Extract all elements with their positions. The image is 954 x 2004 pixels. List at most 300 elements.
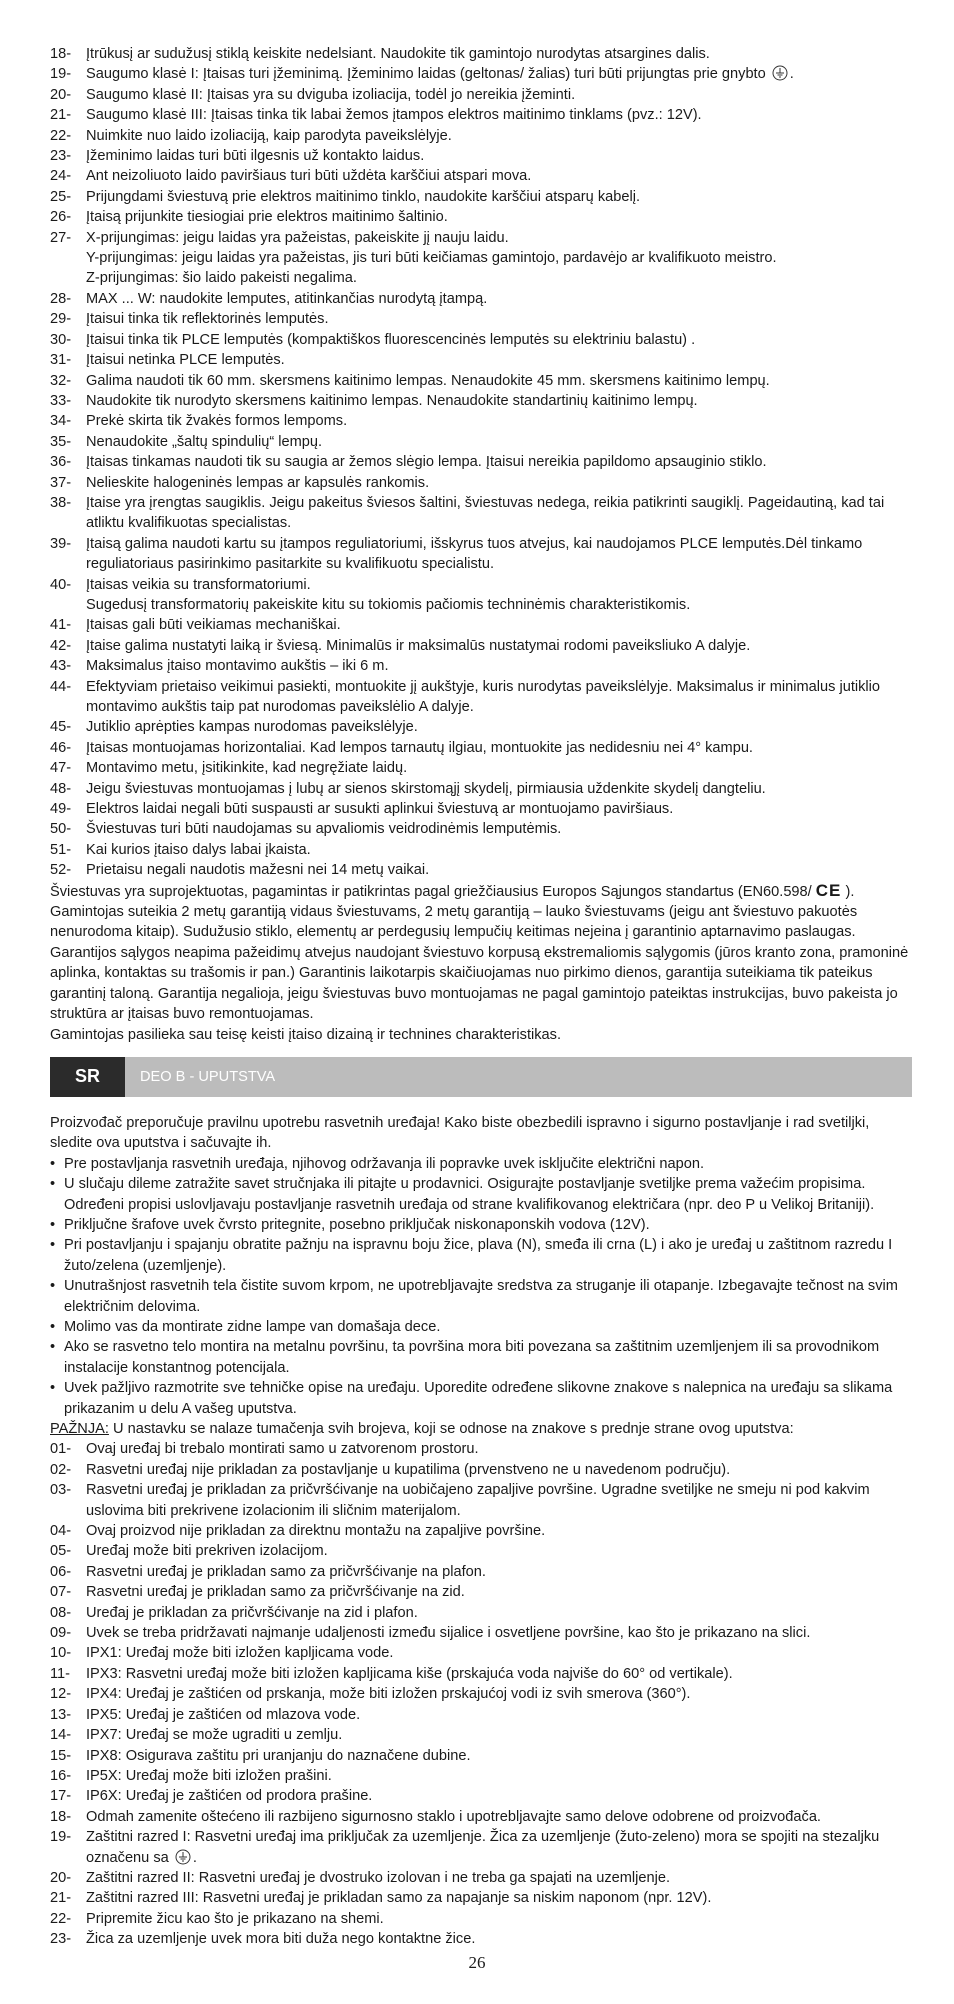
lt-instruction-list <box>50 44 912 881</box>
attention-label: PAŽNJA: <box>50 1421 109 1437</box>
item-text <box>86 1766 912 1786</box>
item-text <box>86 534 912 575</box>
item-number: 18- <box>50 46 72 62</box>
item-number: 20- <box>50 86 72 103</box>
item-number: 31- <box>50 352 72 369</box>
item-line: Zaštitni razred III: Rasvetni uređaj je prikladan samo za napajanje sa niskim naponom (npr. 12V). <box>86 1890 712 1907</box>
item-text <box>86 1643 912 1663</box>
bullet-text <box>64 1154 912 1174</box>
item-text <box>86 1684 912 1704</box>
lt-item <box>50 44 912 64</box>
item-line: Žica za uzemljenje uvek mora biti duža nego kontaktne žice. <box>86 1931 476 1948</box>
lt-item <box>50 717 912 737</box>
bullet-text <box>64 1215 912 1235</box>
item-line: Kai kurios įtaiso dalys labai įkaista. <box>86 841 311 858</box>
item-line: Zaštitni razred II: Rasvetni uređaj je dvostruko izolovan i ne treba ga spajati na uzemljenje. <box>86 1869 671 1886</box>
item-line: Ovaj uređaj bi trebalo montirati samo u zatvorenom prostoru. <box>86 1441 479 1458</box>
lt-warranty-text <box>50 902 912 1045</box>
sr-bullet-item <box>50 1317 912 1337</box>
lt-item <box>50 840 912 860</box>
sr-bullet-item <box>50 1235 912 1276</box>
item-number: 09- <box>50 1625 72 1642</box>
attention-text: U nastavku se nalaze tumačenja svih brojeva, koji se odnose na znakove s prednje strane ovog uputstva: <box>108 1421 794 1437</box>
item-number: 05- <box>50 1543 72 1560</box>
sr-item <box>50 1766 912 1786</box>
item-line: Naudokite tik nurodyto skersmens kaitinimo lempas. Nenaudokite standartinių kaitinimo lempų. <box>86 392 698 409</box>
bullet-text <box>64 1337 912 1378</box>
item-number: 38- <box>50 494 72 511</box>
section-header-band <box>50 1057 912 1097</box>
item-number: 21- <box>50 1890 72 1907</box>
bullet-dot-icon: • <box>50 1380 56 1397</box>
bullet-line: Pri postavljanju i spajanju obratite pažnju na ispravnu boju žice, plava (N), smeđa ili crna (L) i ako je uređaj u zaštitnom razredu I <box>64 1237 893 1254</box>
section-title: DEO B - UPUTSTVA <box>140 1068 276 1085</box>
item-text <box>86 717 912 737</box>
item-number: 44- <box>50 678 72 695</box>
ground-symbol-icon <box>772 65 788 81</box>
lt-item <box>50 228 912 289</box>
item-number: 33- <box>50 392 72 409</box>
item-number: 41- <box>50 617 72 634</box>
item-number: 10- <box>50 1645 72 1662</box>
item-number: 51- <box>50 841 72 858</box>
item-number: 19- <box>50 1829 72 1846</box>
item-number: 47- <box>50 760 72 777</box>
lt-item <box>50 146 912 166</box>
item-number: 40- <box>50 576 72 593</box>
lt-footer-line: Gamintojas pasilieka sau teisę keisti įtaiso dizainą ir technines charakteristikas. <box>50 1026 562 1043</box>
item-number: 19- <box>50 66 72 83</box>
lt-item <box>50 819 912 839</box>
lt-item <box>50 432 912 452</box>
lt-footer-line: nenurodoma kitaip). Sudužusio stiklo, elementų ar perdegusių lempučių keitimas nejeina į garantinio aptarnavimo paslaugas. <box>50 924 856 941</box>
sr-attention-line <box>50 1419 912 1439</box>
item-text <box>86 1664 912 1684</box>
item-number: 34- <box>50 413 72 430</box>
bullet-text <box>64 1317 912 1337</box>
sr-item <box>50 1582 912 1602</box>
item-text <box>86 309 912 329</box>
lt-item <box>50 575 912 616</box>
lt-item <box>50 656 912 676</box>
item-text <box>86 1786 912 1806</box>
lt-item <box>50 452 912 472</box>
bullet-line: U slučaju dileme zatražite savet stručnjaka ili pitajte u prodavnici. Osigurajte postavljanje svetiljke prema važećim propisima. <box>64 1176 866 1193</box>
item-number: 39- <box>50 535 72 552</box>
item-text <box>86 493 912 534</box>
item-number: 42- <box>50 637 72 654</box>
bullet-continuation: instalacije konstantnog potencijala. <box>64 1359 290 1376</box>
lt-item <box>50 473 912 493</box>
item-number: 27- <box>50 229 72 246</box>
item-text <box>86 1888 912 1908</box>
item-line: Įtaisas veikia su transformatoriumi. <box>86 576 311 593</box>
bullet-text <box>64 1276 912 1317</box>
item-number: 07- <box>50 1584 72 1601</box>
item-text <box>86 656 912 676</box>
item-number: 12- <box>50 1686 72 1703</box>
item-line: IP5X: Uređaj može biti izložen prašini. <box>86 1767 332 1784</box>
item-line: Įtaisui netinka PLCE lemputės. <box>86 352 285 369</box>
item-line: Ant neizoliuoto laido paviršiaus turi būti uždėta karščiui atspari mova. <box>86 168 532 185</box>
lt-item <box>50 207 912 227</box>
lt-standard-text: Šviestuvas yra suprojektuotas, pagamintas ir patikrintas pagal griežčiausius Europos Sąjungos standartus (EN60.598/ <box>50 883 812 900</box>
item-line: Įtrūkusį ar sudužusį stiklą keiskite nedelsiant. Naudokite tik gamintojo nurodytas atsargines dalis. <box>86 46 710 62</box>
item-line: Uvek se treba pridržavati najmanje udaljenosti između sijalice i osvetljene površine, kao što je prikazano na slici. <box>86 1625 811 1642</box>
item-text <box>86 1929 912 1949</box>
item-text <box>86 411 912 431</box>
lt-item <box>50 309 912 329</box>
lt-item <box>50 534 912 575</box>
sr-item <box>50 1705 912 1725</box>
item-text <box>86 575 912 616</box>
item-number: 11- <box>50 1665 71 1682</box>
bullet-line: Priključne šrafove uvek čvrsto pritegnite, posebno priključak niskonaponskih vodova (12V). <box>64 1216 650 1233</box>
sr-item <box>50 1439 912 1459</box>
item-text <box>86 1480 912 1521</box>
item-text <box>86 779 912 799</box>
item-number: 02- <box>50 1461 72 1478</box>
lt-item <box>50 64 912 84</box>
item-text <box>86 1541 912 1561</box>
item-number: 22- <box>50 127 72 144</box>
item-text <box>86 64 912 84</box>
item-line: IPX5: Uređaj je zaštićen od mlazova vode. <box>86 1706 361 1723</box>
item-line: Efektyviam prietaiso veikimui pasiekti, montuokite jį aukštyje, kuris nurodytas paveikslėlyje. Maksimalus ir minimalus jutiklio <box>86 678 881 695</box>
item-line: IPX7: Uređaj se može ugraditi u zemlju. <box>86 1727 343 1744</box>
sr-item <box>50 1643 912 1663</box>
item-line: Odmah zamenite oštećeno ili razbijeno sigurnosno staklo i upotrebljavajte samo delove odobrene od proizvođača. <box>86 1808 821 1825</box>
item-line: IPX1: Uređaj može biti izložen kapljicama vode. <box>86 1645 394 1662</box>
bullet-line: Uvek pažljivo razmotrite sve tehničke opise na uređaju. Uporedite određene slikovne znakove s nalepnica na uređaju sa slikama <box>64 1380 893 1397</box>
sr-item <box>50 1521 912 1541</box>
sr-item <box>50 1480 912 1521</box>
item-number: 48- <box>50 780 72 797</box>
item-number: 17- <box>50 1788 72 1805</box>
sr-intro <box>50 1113 912 1154</box>
item-text <box>86 1705 912 1725</box>
item-line: Uređaj može biti prekriven izolacijom. <box>86 1543 328 1560</box>
bullet-line: Molimo vas da montirate zidne lampe van domašaja dece. <box>64 1318 441 1335</box>
item-line: Nuimkite nuo laido izoliaciją, kaip parodyta paveikslėlyje. <box>86 127 452 144</box>
item-line: Prietaisu negali naudotis mažesni nei 14 metų vaikai. <box>86 862 430 879</box>
sr-bullet-item <box>50 1215 912 1235</box>
sr-item <box>50 1460 912 1480</box>
item-line: Įtaisą galima naudoti kartu su įtampos reguliatoriumi, išskyrus tuos atvejus, kai naudojamos PLCE lemputės.Dėl tinkamo <box>86 535 863 552</box>
item-text <box>86 840 912 860</box>
lt-item <box>50 187 912 207</box>
item-text <box>86 350 912 370</box>
item-line: Zaštitni razred I: Rasvetni uređaj ima priključak za uzemljenje. Žica za uzemljenje (žuto-zeleno) mora se spojiti na stezaljku <box>86 1829 880 1846</box>
sr-bullet-item <box>50 1276 912 1317</box>
item-number: 06- <box>50 1563 72 1580</box>
item-number: 26- <box>50 209 72 226</box>
item-text <box>86 1603 912 1623</box>
page-number: 26 <box>468 1953 486 1972</box>
item-line: MAX ... W: naudokite lemputes, atitinkančias nurodytą įtampą. <box>86 290 488 307</box>
item-number: 20- <box>50 1869 72 1886</box>
language-code-badge: SR <box>50 1057 125 1097</box>
sr-item <box>50 1909 912 1929</box>
item-line: Įtaisas tinkamas naudoti tik su saugia ar žemos slėgio lempa. Įtaisui nereikia papildomo apsauginio stiklo. <box>86 454 767 471</box>
item-number: 13- <box>50 1706 72 1723</box>
bullet-dot-icon: • <box>50 1216 56 1233</box>
item-text <box>86 819 912 839</box>
item-text <box>86 228 912 289</box>
item-line: Šviestuvas turi būti naudojamas su apvaliomis veidrodinėmis lemputėmis. <box>86 821 562 838</box>
sr-item <box>50 1541 912 1561</box>
item-number: 28- <box>50 290 72 307</box>
item-text <box>86 1582 912 1602</box>
item-text <box>86 1521 912 1541</box>
item-text <box>86 1807 912 1827</box>
item-number: 03- <box>50 1482 72 1499</box>
lt-footer <box>50 881 912 1045</box>
item-number: 18- <box>50 1808 72 1825</box>
item-line: Prijungdami šviestuvą prie elektros maitinimo tinklo, naudokite karščiui atsparų kabelį. <box>86 188 641 205</box>
item-text <box>86 758 912 778</box>
bullet-line: Ako se rasvetno telo montira na metalnu površinu, ta površina mora biti povezana sa zaštitnim uzemljenjem ili sa provodnikom <box>64 1339 880 1356</box>
lt-item <box>50 105 912 125</box>
item-line: Jutiklio aprėpties kampas nurodomas paveikslėlyje. <box>86 719 418 736</box>
item-number: 14- <box>50 1727 72 1744</box>
item-text <box>86 738 912 758</box>
lt-item <box>50 677 912 718</box>
lt-footer-line: struktūra ar įtaisas buvo remontuojamas. <box>50 1006 314 1023</box>
item-text <box>86 187 912 207</box>
lt-footer-line: garantinį taloną. Garantija negalioja, jeigu šviestuvas buvo montuojamas ne pagal gamintojo pateiktas instrukcijas, buvo pakeista jo <box>50 985 898 1002</box>
item-continuation: uslovima biti prekrivene izolacionim ili sličnim materijalom. <box>86 1502 461 1519</box>
item-line: Rasvetni uređaj nije prikladan za postavljanje u kupatilima (prvenstveno ne u navedenom području). <box>86 1461 731 1478</box>
lt-item <box>50 330 912 350</box>
sr-item <box>50 1684 912 1704</box>
item-text <box>86 1623 912 1643</box>
lt-footer-line: Gamintojas suteikia 2 metų garantiją vidaus šviestuvams, 2 metų garantiją – lauko šviestuvams (jeigu ant šviestuvo pakuotės <box>50 904 858 921</box>
item-tail: . <box>192 1849 197 1866</box>
sr-bullet-list <box>50 1154 912 1419</box>
item-text <box>86 1827 912 1868</box>
lt-item <box>50 860 912 880</box>
sr-item <box>50 1725 912 1745</box>
lt-item <box>50 636 912 656</box>
item-text <box>86 677 912 718</box>
lt-item <box>50 85 912 105</box>
item-continuation: atliktu kvalifikuotas specialistas. <box>86 515 292 532</box>
item-text <box>86 452 912 472</box>
item-text <box>86 44 912 64</box>
page-content <box>50 44 912 1950</box>
item-number: 16- <box>50 1767 72 1784</box>
item-text <box>86 371 912 391</box>
item-line: Rasvetni uređaj je prikladan za pričvršćivanje na uobičajeno zapaljive površine. Ugradne svetiljke ne smeju ni pod kakvim <box>86 1482 870 1499</box>
sr-item <box>50 1786 912 1806</box>
item-text <box>86 1439 912 1459</box>
item-line: IPX8: Osigurava zaštitu pri uranjanju do naznačene dubine. <box>86 1747 471 1764</box>
sr-item <box>50 1807 912 1827</box>
item-line: Įtaisui tinka tik PLCE lemputės (kompaktiškos fluorescencinės lemputės su elektriniu balastu) . <box>86 331 696 348</box>
item-line: Prekė skirta tik žvakės formos lempoms. <box>86 413 348 430</box>
item-line: Įtaisas gali būti veikiamas mechaniškai. <box>86 617 341 634</box>
bullet-dot-icon: • <box>50 1155 56 1172</box>
bullet-text <box>64 1174 912 1215</box>
item-continuation-text: označenu sa <box>86 1849 169 1866</box>
item-number: 23- <box>50 148 72 165</box>
item-number: 29- <box>50 311 72 328</box>
item-number: 15- <box>50 1747 72 1764</box>
item-continuation: montavimo aukštis taip pat nurodomas paveikslėlio A dalyje. <box>86 699 474 715</box>
item-text <box>86 85 912 105</box>
item-text <box>86 1746 912 1766</box>
item-text <box>86 1562 912 1582</box>
bullet-continuation: prikazanim u delu A vašeg uputstva. <box>64 1400 297 1417</box>
item-text <box>86 1460 912 1480</box>
item-line: Nelieskite halogeninės lempas ar kapsulės rankomis. <box>86 474 430 491</box>
item-line: Jeigu šviestuvas montuojamas į lubų ar sienos skirstomąjį skydelį, pirmiausia uždenkite skydelį dangteliu. <box>86 780 766 797</box>
item-number: 35- <box>50 433 72 450</box>
item-line: Įtaisą prijunkite tiesiogiai prie elektros maitinimo šaltinio. <box>86 209 448 226</box>
lt-item <box>50 126 912 146</box>
item-number: 24- <box>50 168 72 185</box>
sr-item <box>50 1868 912 1888</box>
item-continuation <box>86 1848 912 1868</box>
item-line: Uređaj je prikladan za pričvršćivanje na zid i plafon. <box>86 1604 418 1621</box>
item-line: Rasvetni uređaj je prikladan samo za pričvršćivanje na zid. <box>86 1584 465 1601</box>
item-text <box>86 105 912 125</box>
item-tail: . <box>789 66 794 83</box>
item-text <box>86 432 912 452</box>
item-number: 01- <box>50 1441 72 1458</box>
item-number: 23- <box>50 1931 72 1948</box>
sr-bullet-item <box>50 1154 912 1174</box>
item-line: Montavimo metu, įsitikinkite, kad negręžiate laidų. <box>86 760 408 777</box>
bullet-continuation: električnim delovima. <box>64 1298 201 1315</box>
item-text <box>86 126 912 146</box>
bullet-dot-icon: • <box>50 1237 56 1254</box>
sr-bullet-item <box>50 1337 912 1378</box>
item-number: 36- <box>50 454 72 471</box>
lt-item <box>50 615 912 635</box>
lt-item <box>50 289 912 309</box>
item-text <box>86 1868 912 1888</box>
sr-item <box>50 1603 912 1623</box>
item-line: Saugumo klasė III: Įtaisas tinka tik labai žemos įtampos elektros maitinimo tinklams (pvz.: 12V). <box>86 107 702 124</box>
item-line: Įžeminimo laidas turi būti ilgesnis už kontakto laidus. <box>86 148 425 165</box>
sr-bullet-item <box>50 1378 912 1419</box>
item-number: 43- <box>50 658 72 675</box>
item-number: 25- <box>50 188 72 205</box>
item-line: IPX4: Uređaj je zaštićen od prskanja, može biti izložen prskajućoj vodi iz svih smerova (360°). <box>86 1686 691 1703</box>
item-continuation: reguliatoriaus pasirinkimo pasitarkite su kvalifikuotu specialistu. <box>86 556 494 573</box>
item-number: 50- <box>50 821 72 838</box>
sr-item <box>50 1888 912 1908</box>
item-text <box>86 1909 912 1929</box>
item-number: 37- <box>50 474 72 491</box>
ground-symbol-icon <box>175 1849 191 1865</box>
item-number: 52- <box>50 862 72 879</box>
item-line: IPX3: Rasvetni uređaj može biti izložen kapljicama kiše (prskajuća voda najviše do 60° od vertikale). <box>86 1665 733 1682</box>
item-text <box>86 860 912 880</box>
lt-footer-line: Garantijos sąlygos neapima pažeidimų atvejus naudojant šviestuvo korpusą ekstremaliomis sąlygomis (jūros kranto zona, pramoninė <box>50 944 909 961</box>
item-line: Saugumo klasė I: Įtaisas turi įžeminimą. Įžeminimo laidas (geltonas/ žalias) turi būti prijungtas prie gnybto <box>86 66 766 83</box>
ce-mark-icon: CE <box>815 880 842 900</box>
item-text <box>86 166 912 186</box>
lt-item <box>50 758 912 778</box>
sr-bullet-item <box>50 1174 912 1215</box>
item-number: 46- <box>50 739 72 756</box>
sr-item <box>50 1827 912 1868</box>
item-line: Įtaise galima nustatyti laiką ir šviesą. Minimalūs ir maksimalūs nustatymai rodomi paveiksliuko A dalyje. <box>86 637 751 654</box>
lt-item <box>50 738 912 758</box>
lt-item <box>50 779 912 799</box>
item-text <box>86 330 912 350</box>
lt-standard-tail: ). <box>845 883 855 900</box>
bullet-dot-icon: • <box>50 1339 56 1356</box>
lt-item <box>50 391 912 411</box>
item-line: Saugumo klasė II: Įtaisas yra su dviguba izoliacija, todėl jo nereikia įžeminti. <box>86 86 576 103</box>
lt-item <box>50 350 912 370</box>
item-continuation: Z-prijungimas: šio laido pakeisti negalima. <box>86 270 357 287</box>
item-line: Ovaj proizvod nije prikladan za direktnu montažu na zapaljive površine. <box>86 1523 546 1540</box>
item-text <box>86 391 912 411</box>
item-line: Maksimalus įtaiso montavimo aukštis – iki 6 m. <box>86 658 389 675</box>
bullet-text <box>64 1235 912 1276</box>
bullet-line: Pre postavljanja rasvetnih uređaja, njihovog održavanja ili popravke uvek isključite električni napon. <box>64 1155 705 1172</box>
item-text <box>86 1725 912 1745</box>
sr-item <box>50 1562 912 1582</box>
lt-footer-line: aplinka, kontaktas su trašomis ir pan.) Garantinis laikotarpis skaičiuojamas nuo pirkimo dienos, garantija suteikiama tik pateikus <box>50 965 873 982</box>
item-line: IP6X: Uređaj je zaštićen od prodora prašine. <box>86 1788 373 1805</box>
item-continuation: Sugedusį transformatorių pakeiskite kitu su tokiomis pačiomis techninėmis charakteristikomis. <box>86 596 691 613</box>
item-line: Įtaisui tinka tik reflektorinės lemputės. <box>86 311 329 328</box>
item-number: 30- <box>50 331 72 348</box>
sr-item <box>50 1623 912 1643</box>
bullet-line: Unutrašnjost rasvetnih tela čistite suvom krpom, ne upotrebljavajte sredstva za struganje ili otapanje. Izbegavajte tečnost na svim <box>64 1278 898 1295</box>
item-text <box>86 473 912 493</box>
bullet-dot-icon: • <box>50 1318 56 1335</box>
lt-item <box>50 493 912 534</box>
item-number: 45- <box>50 719 72 736</box>
item-continuation: Y-prijungimas: jeigu laidas yra pažeistas, jis turi būti keičiamas gamintojo, pardavėjo ar kvalifikuoto meistro. <box>86 250 777 267</box>
item-text <box>86 207 912 227</box>
item-line: Elektros laidai negali būti suspausti ar susukti aplinkui šviestuvą ar montuojamo paviršiaus. <box>86 801 674 818</box>
sr-item <box>50 1746 912 1766</box>
item-text <box>86 289 912 309</box>
item-number: 08- <box>50 1604 72 1621</box>
lt-item <box>50 411 912 431</box>
item-number: 22- <box>50 1910 72 1927</box>
item-line: Rasvetni uređaj je prikladan samo za pričvršćivanje na plafon. <box>86 1563 486 1580</box>
sr-intro-line: sledite ova uputstva i sačuvajte ih. <box>50 1135 272 1152</box>
item-text <box>86 615 912 635</box>
item-text <box>86 799 912 819</box>
item-line: Galima naudoti tik 60 mm. skersmens kaitinimo lempas. Nenaudokite 45 mm. skersmens kaitinimo lempų. <box>86 372 770 389</box>
item-text <box>86 146 912 166</box>
item-line: Įtaise yra įrengtas saugiklis. Jeigu pakeitus šviesos šaltini, šviestuvas nedega, reikia patikrinti saugiklį. Pageidautiną, kad tai <box>86 494 885 511</box>
sr-item <box>50 1664 912 1684</box>
item-line: Įtaisas montuojamas horizontaliai. Kad lempos tarnautų ilgiau, montuokite jas nedidesniu nei 4° kampu. <box>86 739 753 756</box>
bullet-dot-icon: • <box>50 1176 56 1193</box>
lt-item <box>50 371 912 391</box>
item-number: 32- <box>50 372 72 389</box>
item-line: Pripremite žicu kao što je prikazano na shemi. <box>86 1910 384 1927</box>
item-line: X-prijungimas: jeigu laidas yra pažeistas, pakeiskite jį nauju laidu. <box>86 229 509 246</box>
item-text <box>86 636 912 656</box>
lt-item <box>50 166 912 186</box>
item-number: 49- <box>50 801 72 818</box>
sr-intro-line: Proizvođač preporučuje pravilnu upotrebu rasvetnih uređaja! Kako biste obezbedili ispravno i sigurno postavljanje i rad svetiljki, <box>50 1114 870 1131</box>
bullet-continuation: Određeni propisi uslovljavaju postavljanje rasvetnih uređaja od strane kvalifikovanog električara (npr. deo P u Velikoj Britaniji). <box>64 1196 875 1213</box>
bullet-text <box>64 1378 912 1419</box>
